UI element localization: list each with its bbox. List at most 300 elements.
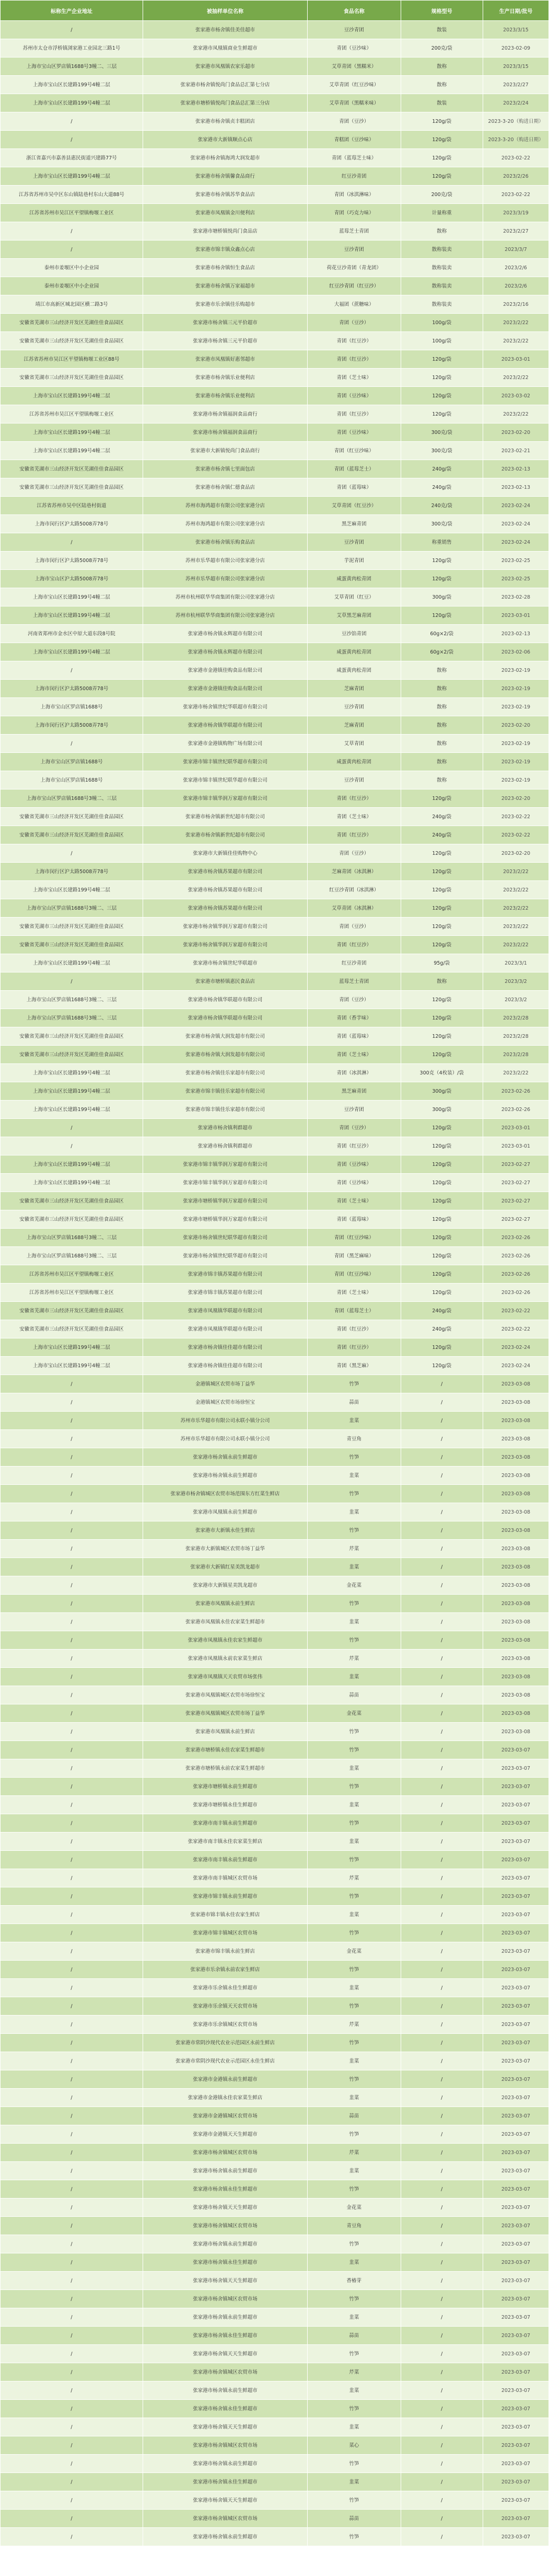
cell-production-date: 2023/2/6 [483, 277, 549, 295]
cell-food-name: 芹菜 [308, 2363, 401, 2382]
cell-production-date: 2023-03-07 [483, 2491, 549, 2510]
cell-production-date: 2023-03-07 [483, 2070, 549, 2089]
cell-producer-address: / [1, 1906, 143, 1924]
table-row [1, 2034, 549, 2052]
table-row [1, 1192, 549, 1210]
cell-spec: / [401, 2363, 483, 2382]
cell-spec: 120g/袋 [401, 936, 483, 954]
table-row [1, 58, 549, 76]
table-row [1, 1229, 549, 1247]
cell-food-name: 青团（蓝莓味） [308, 1210, 401, 1229]
cell-sampled-unit: 张家港市锦丰镇苏果超市有限公司 [143, 1284, 308, 1302]
cell-sampled-unit: 张家港市乐余镇城区农贸市场 [143, 2016, 308, 2034]
cell-production-date: 2023-03-07 [483, 1869, 549, 1887]
table-row [1, 954, 549, 972]
cell-producer-address: / [1, 1558, 143, 1576]
cell-sampled-unit: 张家港市杨舍镇永前生鲜超市 [143, 2382, 308, 2400]
cell-sampled-unit: 张家港市凤凰镇永前生鲜超市 [143, 1503, 308, 1521]
cell-production-date: 2023-03-01 [483, 1119, 549, 1137]
cell-production-date: 2023-02-20 [483, 716, 549, 735]
cell-spec: / [401, 1503, 483, 1521]
table-row [1, 1393, 549, 1412]
cell-production-date: 2023-02-24 [483, 1338, 549, 1357]
cell-producer-address: / [1, 1942, 143, 1961]
cell-producer-address: 上海市宝山区长建路199号4幢二层 [1, 1357, 143, 1375]
table-row [1, 2144, 549, 2162]
cell-producer-address: 上海市宝山区罗店镇1688号3幢二、三层 [1, 899, 143, 918]
cell-food-name: 竹笋 [308, 2180, 401, 2199]
cell-production-date: 2023/2/22 [483, 863, 549, 881]
cell-spec: / [401, 1540, 483, 1558]
table-row [1, 1210, 549, 1229]
table-row [1, 277, 549, 295]
cell-food-name: 青团（红豆沙味） [308, 442, 401, 460]
cell-producer-address: 上海市闵行区沪太路5008弄78号 [1, 680, 143, 698]
cell-spec: / [401, 1650, 483, 1668]
table-row [1, 698, 549, 716]
table-row [1, 112, 549, 131]
cell-production-date: 2023-03-08 [483, 1650, 549, 1668]
cell-sampled-unit: 张家港市杨舍镇佳佳超市有限公司 [143, 1338, 308, 1357]
cell-food-name: 蒜苗 [308, 2327, 401, 2345]
cell-food-name: 竹笋 [308, 2235, 401, 2253]
cell-sampled-unit: 张家港市常阴沙现代农业示范园区永前生鲜店 [143, 2034, 308, 2052]
table-row [1, 259, 549, 277]
cell-production-date: 2023-03-07 [483, 2144, 549, 2162]
cell-producer-address: 上海市宝山区长建路199号4幢二层 [1, 1338, 143, 1357]
cell-spec: 240g/袋 [401, 478, 483, 497]
cell-spec: / [401, 1887, 483, 1906]
table-row [1, 1265, 549, 1284]
cell-production-date: 2023-3-20（购进日期） [483, 131, 549, 149]
cell-food-name: 豆沙青团 [308, 1101, 401, 1119]
cell-spec: 120g/袋 [401, 1284, 483, 1302]
cell-spec: 120g/袋 [401, 1046, 483, 1064]
table-row [1, 2235, 549, 2253]
cell-production-date: 2023/2/28 [483, 1027, 549, 1046]
cell-food-name: 蓝莓芝士青团 [308, 222, 401, 241]
table-row [1, 826, 549, 844]
table-row [1, 643, 549, 661]
table-row [1, 2016, 549, 2034]
cell-production-date: 2023-02-28 [483, 588, 549, 606]
cell-spec: 120g/袋 [401, 1192, 483, 1210]
cell-production-date: 2023-02-19 [483, 735, 549, 753]
cell-producer-address: 安徽省芜湖市三山经济开发区芜湖佳佳食品园区 [1, 936, 143, 954]
cell-sampled-unit: 张家港市凤凰镇商业生鲜超市 [143, 39, 308, 58]
header-row [1, 1, 549, 21]
cell-food-name: 菜心 [308, 2436, 401, 2455]
cell-sampled-unit: 张家港市南丰镇永佳农家菜生鲜店 [143, 1833, 308, 1851]
cell-spec: / [401, 1833, 483, 1851]
cell-production-date: 2023-02-26 [483, 1247, 549, 1265]
cell-production-date: 2023/2/22 [483, 936, 549, 954]
cell-producer-address: 上海市宝山区罗店镇1688号 [1, 698, 143, 716]
cell-food-name: 竹笋 [308, 1961, 401, 1979]
cell-producer-address: 安徽省芜湖市三山经济开发区芜湖佳佳食品园区 [1, 460, 143, 478]
cell-spec: 120g/袋 [401, 167, 483, 186]
cell-production-date: 2023-03-01 [483, 606, 549, 625]
cell-producer-address: / [1, 1631, 143, 1650]
table-row [1, 186, 549, 204]
cell-food-name: 蒜苗 [308, 2510, 401, 2528]
cell-sampled-unit: 张家港市大新镇永佳生鲜店 [143, 1521, 308, 1540]
cell-producer-address: / [1, 1595, 143, 1613]
cell-producer-address: / [1, 2510, 143, 2528]
cell-food-name: 芝麻青团（冰淇淋） [308, 863, 401, 881]
cell-sampled-unit: 张家港市凤凰镇永佳农家菜生鲜超市 [143, 1613, 308, 1631]
cell-sampled-unit: 张家港市杨舍镇永前生鲜超市 [143, 2455, 308, 2473]
cell-spec: 120g/袋 [401, 1174, 483, 1192]
cell-production-date: 2023/2/22 [483, 405, 549, 423]
cell-production-date: 2023-03-08 [483, 1485, 549, 1503]
table-row [1, 2400, 549, 2418]
cell-spec: / [401, 1924, 483, 1942]
cell-sampled-unit: 张家港市锦丰镇永前生鲜超市 [143, 1887, 308, 1906]
cell-sampled-unit: 张家港市锦丰镇众鑫点心店 [143, 241, 308, 259]
cell-producer-address: / [1, 2473, 143, 2491]
table-row [1, 1503, 549, 1521]
cell-producer-address: 上海市宝山区罗店镇1688号3幢二、三层 [1, 58, 143, 76]
cell-spec: 120g/袋 [401, 1229, 483, 1247]
cell-production-date: 2023-03-01 [483, 350, 549, 369]
cell-food-name: 艾草青团（红豆沙） [308, 497, 401, 515]
cell-production-date: 2023-03-07 [483, 2327, 549, 2345]
table-row [1, 295, 549, 314]
cell-sampled-unit: 张家港市塘桥镇永前生鲜超市 [143, 1778, 308, 1796]
table-row [1, 387, 549, 405]
cell-production-date: 2023-02-27 [483, 1210, 549, 1229]
cell-sampled-unit: 张家港市锦丰镇佳乐家超市有限公司 [143, 1082, 308, 1101]
cell-production-date: 2023-03-08 [483, 1613, 549, 1631]
cell-spec: / [401, 2436, 483, 2455]
cell-producer-address: 上海市宝山区长建路199号4幢二层 [1, 1155, 143, 1174]
cell-sampled-unit: 张家港市凤凰镇华联超市有限公司 [143, 1302, 308, 1320]
cell-food-name: 青团（红豆沙） [308, 826, 401, 844]
cell-spec: 300克/袋 [401, 515, 483, 533]
cell-sampled-unit: 张家港市杨舍镇利群超市 [143, 1119, 308, 1137]
cell-production-date: 2023-03-08 [483, 1595, 549, 1613]
cell-production-date: 2023-03-07 [483, 2125, 549, 2144]
cell-spec: / [401, 2491, 483, 2510]
cell-producer-address: 上海市宝山区长建路199号4幢二层 [1, 1064, 143, 1082]
cell-food-name: 韭菜 [308, 1558, 401, 1576]
cell-production-date: 2023-02-27 [483, 1155, 549, 1174]
cell-spec: / [401, 2199, 483, 2217]
cell-spec: / [401, 1814, 483, 1833]
table-row [1, 2089, 549, 2107]
cell-spec: / [401, 1485, 483, 1503]
cell-spec: / [401, 2308, 483, 2327]
cell-production-date: 2023-03-08 [483, 1631, 549, 1650]
cell-spec: / [401, 2473, 483, 2491]
cell-spec: / [401, 1558, 483, 1576]
cell-spec: 散称 [401, 735, 483, 753]
cell-sampled-unit: 张家港市杨舍镇天天生鲜超市 [143, 2345, 308, 2363]
cell-production-date: 2023-03-08 [483, 1430, 549, 1448]
table-row [1, 1613, 549, 1631]
table-row [1, 1778, 549, 1796]
cell-sampled-unit: 张家港市塘桥镇永佳生鲜超市 [143, 1796, 308, 1814]
cell-producer-address: / [1, 2107, 143, 2125]
table-row [1, 2052, 549, 2070]
cell-food-name: 艾草青团（黑糯米） [308, 58, 401, 76]
cell-producer-address: 河南省郑州市金水区中原大道东段8号院 [1, 625, 143, 643]
cell-spec: / [401, 2125, 483, 2144]
cell-spec: / [401, 1668, 483, 1686]
cell-food-name: 韭菜 [308, 1503, 401, 1521]
table-row [1, 606, 549, 625]
cell-producer-address: / [1, 2272, 143, 2290]
cell-spec: 散装 [401, 94, 483, 112]
cell-spec: 散称装卖 [401, 295, 483, 314]
cell-sampled-unit: 张家港市杨舍镇永前生鲜超市 [143, 2162, 308, 2180]
table-row [1, 1631, 549, 1650]
cell-sampled-unit: 张家港市杨舍镇苏果超市有限公司 [143, 881, 308, 899]
cell-producer-address: 上海市宝山区沪太路5008弄78号 [1, 570, 143, 588]
cell-sampled-unit: 张家港市杨舍镇华联超市有限公司 [143, 991, 308, 1009]
cell-production-date: 2023-02-26 [483, 1265, 549, 1284]
cell-producer-address: / [1, 1375, 143, 1393]
cell-producer-address: / [1, 1686, 143, 1704]
cell-producer-address: / [1, 1997, 143, 2016]
cell-spec: / [401, 1704, 483, 1723]
table-row [1, 936, 549, 954]
cell-spec: 95g/袋 [401, 954, 483, 972]
cell-sampled-unit: 张家港市杨舍镇佳乐家超市有限公司 [143, 1064, 308, 1082]
cell-production-date: 2023-02-22 [483, 186, 549, 204]
cell-sampled-unit: 张家港市杨舍镇恒生食品店 [143, 259, 308, 277]
cell-food-name: 芹菜 [308, 1650, 401, 1668]
cell-sampled-unit: 张家港市金港镇城区农贸市场 [143, 2107, 308, 2125]
table-row [1, 808, 549, 826]
cell-producer-address: 上海市宝山区长建路199号4幢二层 [1, 167, 143, 186]
cell-food-name: 青团（红豆沙） [308, 789, 401, 808]
cell-production-date: 2023/2/22 [483, 314, 549, 332]
table-row [1, 918, 549, 936]
cell-production-date: 2023-02-27 [483, 1174, 549, 1192]
cell-spec: / [401, 1412, 483, 1430]
cell-sampled-unit: 张家港市锦丰镇华润万家超市有限公司 [143, 1174, 308, 1192]
cell-spec: / [401, 2144, 483, 2162]
cell-spec: / [401, 2070, 483, 2089]
table-row [1, 1430, 549, 1448]
cell-spec: / [401, 1961, 483, 1979]
cell-food-name: 韭菜 [308, 2162, 401, 2180]
cell-production-date: 2023-02-26 [483, 1101, 549, 1119]
cell-food-name: 青团（冰淇淋味） [308, 186, 401, 204]
cell-producer-address: 上海市宝山区长建路199号4幢二层 [1, 954, 143, 972]
cell-spec: 300克/袋 [401, 442, 483, 460]
table-row [1, 2528, 549, 2546]
cell-spec: / [401, 2016, 483, 2034]
cell-food-name: 青团（蓝莓味） [308, 478, 401, 497]
table-row [1, 771, 549, 789]
cell-production-date: 2023-03-07 [483, 1833, 549, 1851]
cell-producer-address: / [1, 1851, 143, 1869]
table-row [1, 2345, 549, 2363]
cell-producer-address: 泰州市姜堰区中小企业园 [1, 259, 143, 277]
cell-spec: 300g/袋 [401, 1101, 483, 1119]
cell-spec: 散称装卖 [401, 259, 483, 277]
cell-production-date: 2023-03-02 [483, 387, 549, 405]
cell-spec: 120g/袋 [401, 1137, 483, 1155]
cell-sampled-unit: 张家港市杨舍镇永佳生鲜超市 [143, 2400, 308, 2418]
cell-food-name: 竹笋 [308, 1924, 401, 1942]
table-row [1, 680, 549, 698]
table-row [1, 1741, 549, 1759]
cell-production-date: 2023-03-07 [483, 2400, 549, 2418]
cell-spec: 散称 [401, 972, 483, 991]
cell-food-name: 咸蛋黄肉松青团 [308, 661, 401, 680]
cell-sampled-unit: 张家港市凤凰镇永佳农家生鲜超市 [143, 1631, 308, 1650]
cell-spec: / [401, 2400, 483, 2418]
cell-production-date: 2023-03-07 [483, 1997, 549, 2016]
cell-producer-address: 上海市宝山区罗店镇1688号3幢二、三层 [1, 789, 143, 808]
cell-production-date: 2023-03-08 [483, 1576, 549, 1595]
table-row [1, 2217, 549, 2235]
table-row [1, 735, 549, 753]
cell-sampled-unit: 张家港市杨舍镇万家福超市 [143, 277, 308, 295]
cell-producer-address: / [1, 21, 143, 39]
cell-producer-address: 上海市闵行区沪太路5008弄78号 [1, 552, 143, 570]
cell-production-date: 2023-02-19 [483, 771, 549, 789]
cell-spec: / [401, 1851, 483, 1869]
cell-spec: / [401, 1430, 483, 1448]
cell-food-name: 韭菜 [308, 2473, 401, 2491]
cell-food-name: 青团（蓝莓味） [308, 1027, 401, 1046]
table-row [1, 570, 549, 588]
cell-producer-address: / [1, 2455, 143, 2473]
cell-food-name: 青团（豆沙） [308, 844, 401, 863]
header-production-date: 生产日期/批号 [483, 1, 549, 21]
cell-producer-address: / [1, 131, 143, 149]
cell-spec: 240g/袋 [401, 1302, 483, 1320]
table-row [1, 2473, 549, 2491]
cell-producer-address: / [1, 2125, 143, 2144]
table-row [1, 1302, 549, 1320]
cell-food-name: 芹菜 [308, 1869, 401, 1887]
table-row [1, 149, 549, 167]
cell-producer-address: 上海市宝山区罗店镇1688号3幢二、三层 [1, 1247, 143, 1265]
cell-producer-address: / [1, 2400, 143, 2418]
cell-spec: 120g/袋 [401, 1265, 483, 1284]
cell-food-name: 韭菜 [308, 1759, 401, 1778]
cell-production-date: 2023-03-07 [483, 1961, 549, 1979]
cell-food-name: 青团（红豆沙味） [308, 1265, 401, 1284]
cell-production-date: 2023/2/24 [483, 94, 549, 112]
cell-production-date: 2023/3/19 [483, 204, 549, 222]
cell-food-name: 红豆沙青团（红豆沙） [308, 277, 401, 295]
cell-spec: 120g/袋 [401, 1009, 483, 1027]
cell-spec: 120g/袋 [401, 1119, 483, 1137]
cell-food-name: 豆沙青团 [308, 771, 401, 789]
cell-sampled-unit: 张家港市杨舍镇世纪华联超市 [143, 954, 308, 972]
cell-production-date: 2023-02-06 [483, 643, 549, 661]
cell-producer-address: 上海市宝山区长建路199号4幢二层 [1, 76, 143, 94]
cell-production-date: 2023/2/22 [483, 332, 549, 350]
table-row [1, 2070, 549, 2089]
cell-food-name: 青团（豆沙） [308, 918, 401, 936]
cell-sampled-unit: 张家港市锦丰镇世纪联华超市有限公司 [143, 753, 308, 771]
cell-spec: 120g/袋 [401, 149, 483, 167]
table-row [1, 1064, 549, 1082]
cell-spec: / [401, 2217, 483, 2235]
cell-sampled-unit: 张家港市杨舍镇福润食品商行 [143, 423, 308, 442]
cell-production-date: 2023-02-20 [483, 789, 549, 808]
table-row [1, 881, 549, 899]
cell-food-name: 韭菜 [308, 1467, 401, 1485]
cell-sampled-unit: 苏州市乐华超市有限公司永联小镇分公司 [143, 1430, 308, 1448]
cell-food-name: 青团（豆沙味） [308, 423, 401, 442]
cell-production-date: 2023-3-20（购进日期） [483, 112, 549, 131]
cell-production-date: 2023-03-07 [483, 2034, 549, 2052]
cell-spec: 240g/袋 [401, 1320, 483, 1338]
cell-producer-address: / [1, 1412, 143, 1430]
cell-production-date: 2023/2/6 [483, 259, 549, 277]
cell-spec: 120g/袋 [401, 552, 483, 570]
cell-spec: / [401, 1613, 483, 1631]
cell-sampled-unit: 张家港市塘桥镇永佳农家菜生鲜超市 [143, 1741, 308, 1759]
cell-producer-address: / [1, 1961, 143, 1979]
cell-sampled-unit: 张家港市凤凰镇永前生鲜店 [143, 1595, 308, 1613]
cell-production-date: 2023/3/1 [483, 954, 549, 972]
cell-food-name: 竹笋 [308, 2491, 401, 2510]
cell-food-name: 竹笋 [308, 1448, 401, 1467]
cell-spec: 240克/袋 [401, 497, 483, 515]
cell-producer-address: 江苏省苏州市吴江区平望镇梅堰工业区 [1, 1284, 143, 1302]
cell-producer-address: / [1, 2070, 143, 2089]
cell-spec: 100g/袋 [401, 332, 483, 350]
cell-sampled-unit: 张家港市杨舍镇永佳生鲜超市 [143, 2180, 308, 2199]
cell-spec: 120g/袋 [401, 131, 483, 149]
cell-sampled-unit: 张家港市杨舍镇城区农贸市场范围东方红菜生鲜店 [143, 1485, 308, 1503]
cell-sampled-unit: 金港镇城区农贸市场徐恒宝 [143, 1393, 308, 1412]
cell-production-date: 2023-03-07 [483, 2455, 549, 2473]
cell-spec: / [401, 2510, 483, 2528]
cell-spec: 120g/袋 [401, 1338, 483, 1357]
cell-food-name: 韭菜 [308, 2382, 401, 2400]
cell-spec: 120g/袋 [401, 899, 483, 918]
cell-sampled-unit: 张家港市杨舍镇世纪华联超市有限公司 [143, 698, 308, 716]
cell-spec: / [401, 2180, 483, 2199]
cell-production-date: 2023-02-26 [483, 1284, 549, 1302]
cell-production-date: 2023-02-25 [483, 552, 549, 570]
cell-food-name: 青团（红豆沙） [308, 405, 401, 423]
cell-sampled-unit: 张家港市杨舍镇永佳生鲜超市 [143, 2253, 308, 2272]
cell-production-date: 2023-02-22 [483, 808, 549, 826]
cell-spec: 60g×2/袋 [401, 625, 483, 643]
table-row [1, 1558, 549, 1576]
cell-producer-address: / [1, 241, 143, 259]
cell-spec: 散称 [401, 698, 483, 716]
cell-production-date: 2023/2/28 [483, 1009, 549, 1027]
cell-sampled-unit: 张家港市金港镇天天生鲜超市 [143, 2125, 308, 2144]
table-row [1, 204, 549, 222]
cell-food-name: 竹笋 [308, 1814, 401, 1833]
cell-sampled-unit: 张家港市杨舍镇大润发超市有限公司 [143, 1046, 308, 1064]
cell-spec: 散称 [401, 661, 483, 680]
cell-production-date: 2023/2/27 [483, 222, 549, 241]
cell-food-name: 韭菜 [308, 1906, 401, 1924]
cell-production-date: 2023-02-22 [483, 149, 549, 167]
cell-food-name: 竹笋 [308, 1595, 401, 1613]
cell-spec: 120g/袋 [401, 112, 483, 131]
cell-sampled-unit: 张家港市杨舍镇城区农贸市场 [143, 2144, 308, 2162]
cell-producer-address: 上海市宝山区长建路199号4幢二层 [1, 1101, 143, 1119]
cell-producer-address: / [1, 2052, 143, 2070]
cell-production-date: 2023-03-08 [483, 1521, 549, 1540]
